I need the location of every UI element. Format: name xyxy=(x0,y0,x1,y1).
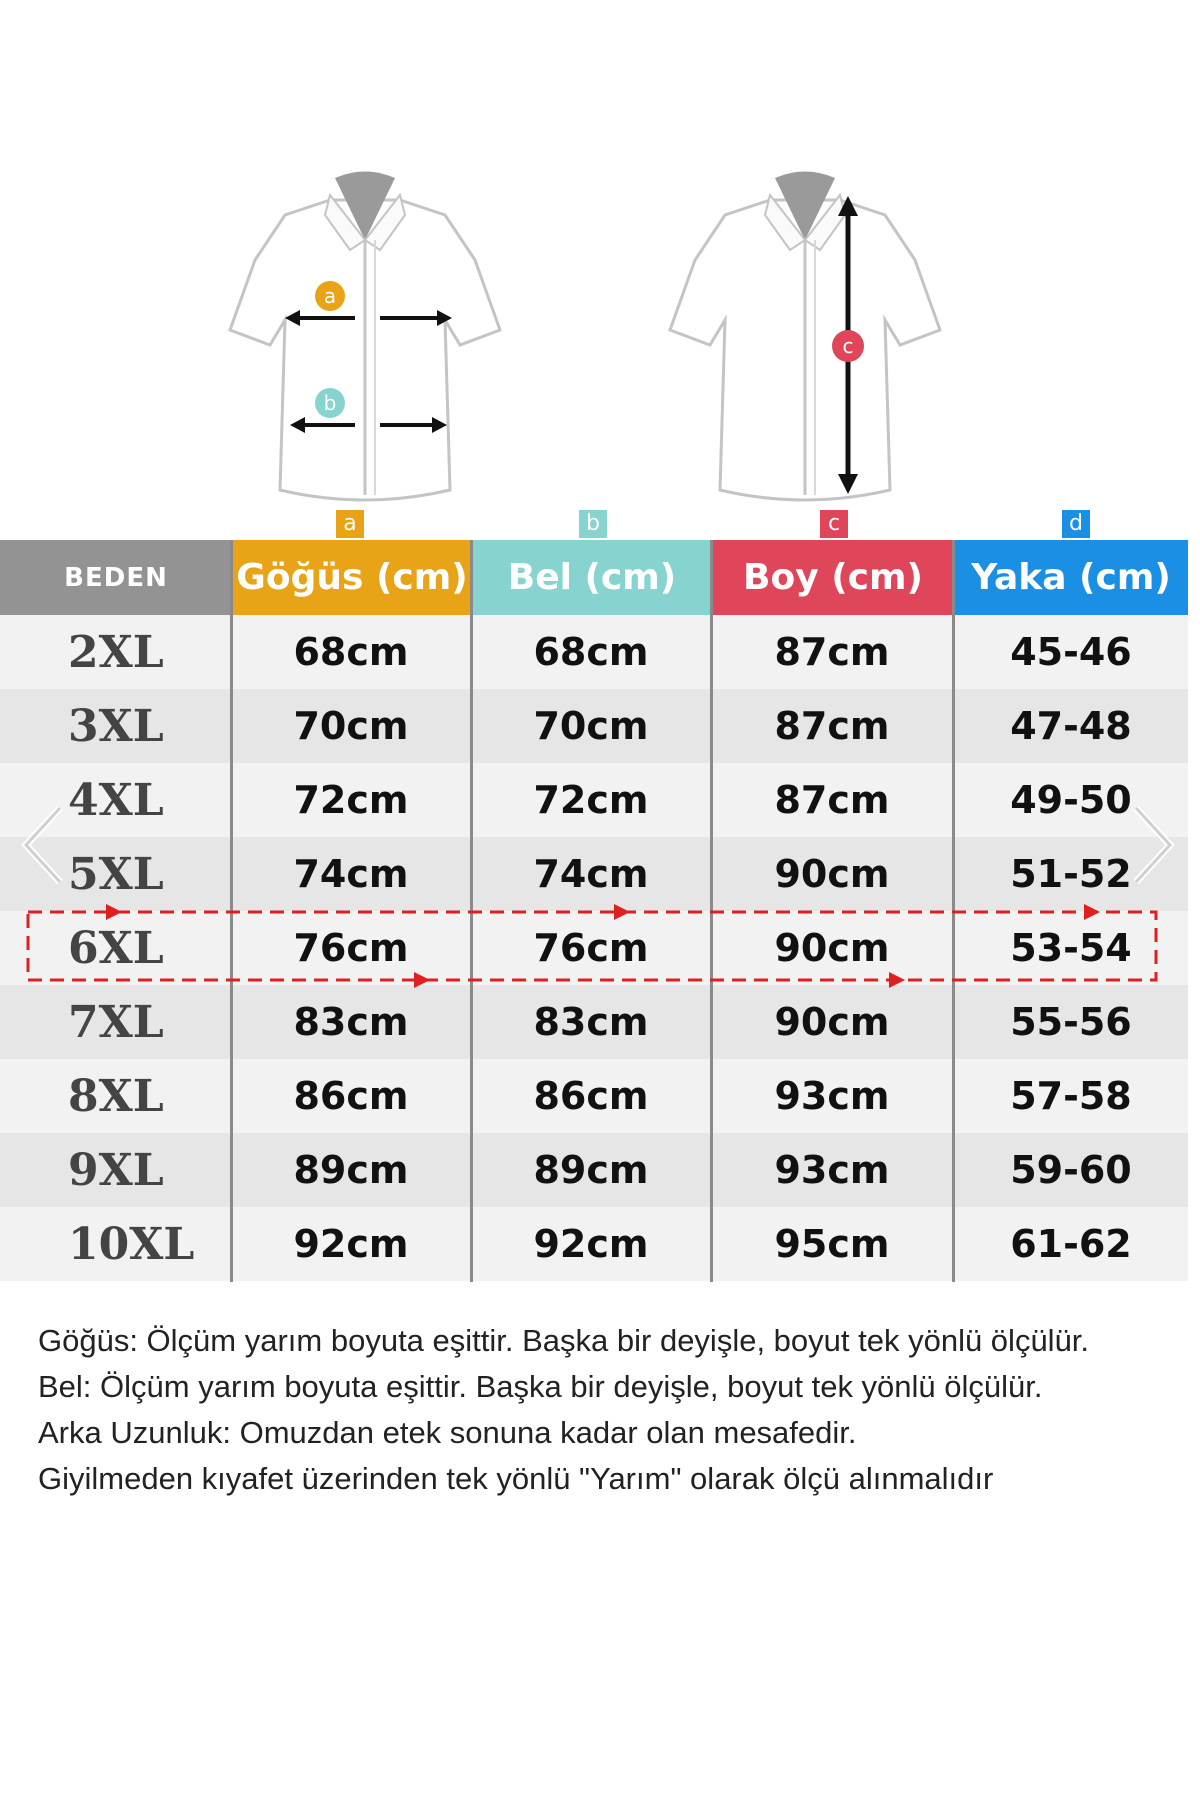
cell-size: 7XL xyxy=(68,996,164,1048)
cell-boy: 87cm xyxy=(774,704,890,748)
back-shirt-illustration xyxy=(670,172,940,501)
column-letter-tabs xyxy=(0,510,1188,540)
cell-gogus: 89cm xyxy=(293,1148,409,1192)
cell-gogus: 86cm xyxy=(293,1074,409,1118)
column-letter-b: b xyxy=(579,510,607,538)
table-row xyxy=(0,615,1188,689)
column-letter-d: d xyxy=(1062,510,1090,538)
cell-size: 2XL xyxy=(68,626,164,678)
cell-bel: 92cm xyxy=(533,1222,649,1266)
header-yaka: Yaka (cm) xyxy=(954,540,1188,615)
note-olcu-alma: Giyilmeden kıyafet üzerinden tek yönlü "Yarım" olarak ölçü alınmalıdır xyxy=(38,1461,994,1496)
cell-boy: 95cm xyxy=(774,1222,890,1266)
note-gogus: Göğüs: Ölçüm yarım boyuta eşittir. Başka bir deyişle, boyut tek yönlü ölçülür. xyxy=(38,1323,1090,1358)
note-arka-uzunluk: Arka Uzunluk: Omuzdan etek sonuna kadar olan mesafedir. xyxy=(38,1415,857,1450)
table-row xyxy=(0,1059,1188,1133)
cell-gogus: 70cm xyxy=(293,704,409,748)
cell-bel: 76cm xyxy=(533,926,649,970)
measurement-notes xyxy=(38,1318,1188,1502)
cell-boy: 87cm xyxy=(774,778,890,822)
cell-bel: 68cm xyxy=(533,630,649,674)
table-row xyxy=(0,1207,1188,1281)
cell-yaka: 59-60 xyxy=(1010,1148,1132,1192)
cell-size: 10XL xyxy=(68,1218,195,1270)
cell-yaka: 49-50 xyxy=(1010,778,1132,822)
cell-size: 9XL xyxy=(68,1144,164,1196)
note-bel: Bel: Ölçüm yarım boyuta eşittir. Başka bir deyişle, boyut tek yönlü ölçülür. xyxy=(38,1369,1043,1404)
front-shirt-illustration xyxy=(230,172,500,501)
carousel-prev-icon[interactable] xyxy=(18,800,68,890)
cell-boy: 90cm xyxy=(774,852,890,896)
cell-size: 4XL xyxy=(68,774,164,826)
cell-boy: 90cm xyxy=(774,1000,890,1044)
cell-boy: 93cm xyxy=(774,1148,890,1192)
cell-bel: 74cm xyxy=(533,852,649,896)
cell-yaka: 57-58 xyxy=(1010,1074,1132,1118)
table-row xyxy=(0,763,1188,837)
cell-gogus: 72cm xyxy=(293,778,409,822)
marker-b-label: b xyxy=(323,391,337,415)
cell-gogus: 76cm xyxy=(293,926,409,970)
cell-boy: 87cm xyxy=(774,630,890,674)
header-bel: Bel (cm) xyxy=(472,540,712,615)
header-gogus: Göğüs (cm) xyxy=(232,540,472,615)
marker-c-label: c xyxy=(842,334,854,358)
table-row xyxy=(0,689,1188,763)
cell-size: 3XL xyxy=(68,700,164,752)
cell-yaka: 47-48 xyxy=(1010,704,1132,748)
highlight-row-box xyxy=(0,900,1200,1000)
cell-gogus: 68cm xyxy=(293,630,409,674)
header-boy: Boy (cm) xyxy=(712,540,954,615)
cell-boy: 93cm xyxy=(774,1074,890,1118)
cell-bel: 83cm xyxy=(533,1000,649,1044)
marker-a-label: a xyxy=(323,284,337,308)
table-row xyxy=(0,1133,1188,1207)
carousel-next-icon[interactable] xyxy=(1128,800,1178,890)
cell-size: 5XL xyxy=(68,848,164,900)
cell-yaka: 45-46 xyxy=(1010,630,1132,674)
cell-yaka: 51-52 xyxy=(1010,852,1132,896)
column-letter-c: c xyxy=(820,510,848,538)
cell-size: 6XL xyxy=(68,922,164,974)
cell-yaka: 55-56 xyxy=(1010,1000,1132,1044)
cell-bel: 72cm xyxy=(533,778,649,822)
cell-boy: 90cm xyxy=(774,926,890,970)
column-letter-a: a xyxy=(336,510,364,538)
header-beden: BEDEN xyxy=(0,540,232,615)
cell-gogus: 83cm xyxy=(293,1000,409,1044)
cell-bel: 89cm xyxy=(533,1148,649,1192)
cell-yaka: 61-62 xyxy=(1010,1222,1132,1266)
shirt-diagrams xyxy=(0,0,1200,520)
cell-bel: 70cm xyxy=(533,704,649,748)
cell-gogus: 92cm xyxy=(293,1222,409,1266)
cell-gogus: 74cm xyxy=(293,852,409,896)
cell-yaka: 53-54 xyxy=(1010,926,1132,970)
cell-bel: 86cm xyxy=(533,1074,649,1118)
cell-size: 8XL xyxy=(68,1070,164,1122)
